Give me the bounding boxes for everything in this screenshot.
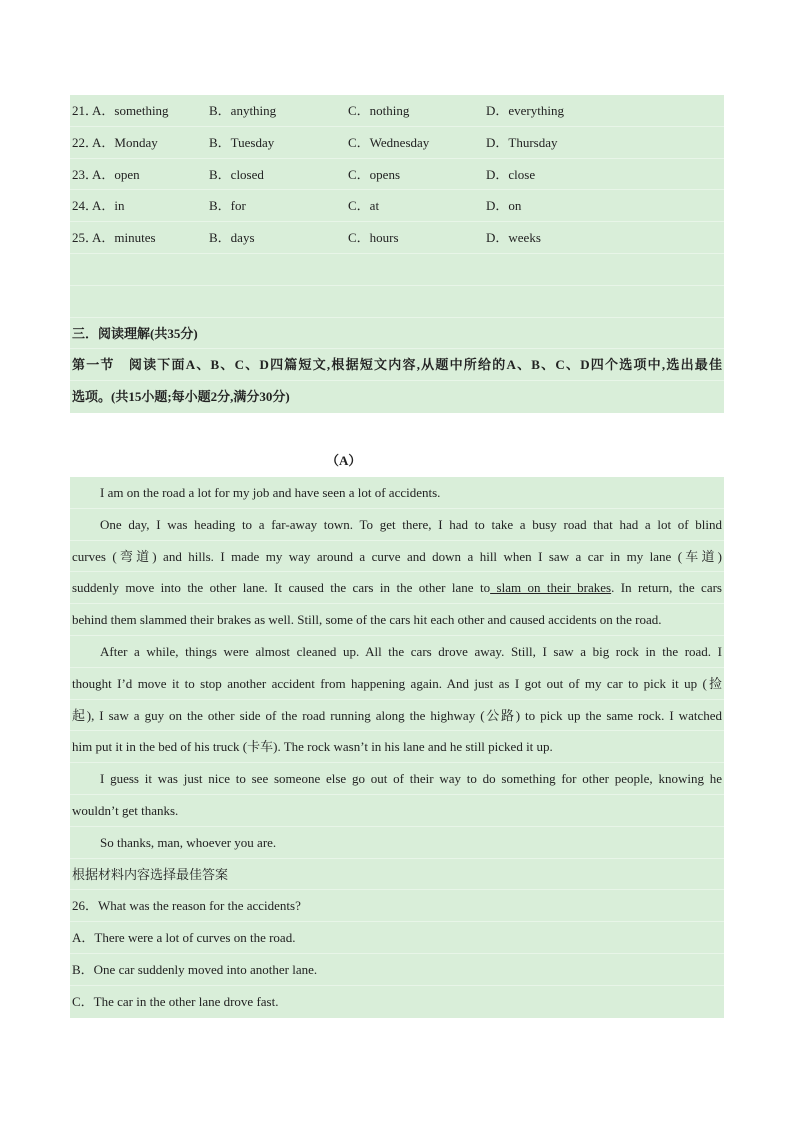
passage-line: I guess it was just nice to see someone else go out of their way to do something for other people, knowing he [70, 763, 724, 795]
option-a: A．minutes [92, 230, 156, 246]
passage-text: . In return, the cars [611, 580, 722, 596]
option-a: A．Monday [92, 134, 158, 150]
passage-line: A．There were a lot of curves on the road. [70, 922, 724, 954]
option-a: A．something [92, 103, 169, 118]
passage-line: thought I’d move it to stop another accident from happening again. And just as I got out of my car to pick it up (捡 [70, 668, 724, 700]
option-d: D．on [486, 198, 522, 214]
question-number: 22． [72, 134, 99, 150]
option-b: B．Tuesday [209, 134, 275, 150]
passage-line: After a while, things were almost cleaned up. All the cars drove away. Still, I saw a big rock in the road. I [70, 636, 724, 668]
option-d: D．close [486, 166, 536, 182]
passage-line: 根据材料内容选择最佳答案 [70, 859, 724, 891]
option-c: C．Wednesday [348, 134, 430, 150]
passage-line: behind them slammed their brakes as well. Still, some of the cars hit each other and caused accidents on the road. [70, 604, 724, 636]
passage-title: （A） [326, 453, 362, 468]
option-c: C．nothing [348, 103, 410, 118]
option-b: B．anything [209, 103, 277, 118]
passage-block [70, 477, 724, 1018]
cloze-options-block [70, 95, 724, 413]
question-number: 23． [72, 166, 99, 182]
passage-line: curves (弯道) and hills. I made my way around a curve and down a hill when I saw a car in my lane (车道) [70, 541, 724, 573]
option-row-21 [70, 95, 724, 127]
option-d: D．everything [486, 103, 564, 118]
passage-line: wouldn’t get thanks. [70, 795, 724, 827]
option-a: A．in [92, 198, 125, 214]
passage-line: C．The car in the other lane drove fast. [72, 993, 279, 1009]
option-row-24 [70, 190, 724, 222]
section-instruction: 第一节 阅读下面A、B、C、D四篇短文,根据短文内容,从题中所给的A、B、C、D四个选项中,选出最佳 [70, 349, 724, 381]
passage-line: One day, I was heading to a far-away town. To get there, I had to take a busy road that had a lot of blind [70, 509, 724, 541]
option-row-22 [70, 127, 724, 159]
question-number: 25． [72, 230, 99, 246]
passage-line: So thanks, man, whoever you are. [70, 827, 724, 859]
passage-line: B．One car suddenly moved into another lane. [70, 954, 724, 986]
section-heading: 三．阅读理解(共35分) [70, 318, 724, 350]
blank-row [70, 286, 724, 318]
passage-line: 起), I saw a guy on the other side of the road running along the highway (公路) to pick up the same rock. I watched [70, 700, 724, 732]
option-row-25 [70, 222, 724, 254]
question-number: 21． [72, 103, 99, 118]
option-d: D．weeks [486, 230, 541, 246]
passage-text: suddenly move into the other lane. It caused the cars in the other lane to [72, 580, 491, 596]
option-b: B．closed [209, 166, 264, 182]
blank-row [70, 254, 724, 286]
option-b: B．for [209, 198, 246, 214]
passage-line [70, 572, 724, 604]
option-b: B．days [209, 230, 255, 246]
passage-line: 26．What was the reason for the accidents? [70, 890, 724, 922]
question-number: 24． [72, 198, 99, 214]
section-instruction: 选项。(共15小题;每小题2分,满分30分) [72, 389, 290, 405]
option-row-23 [70, 159, 724, 191]
option-c: C．opens [348, 166, 401, 182]
option-c: C．at [348, 198, 380, 214]
option-a: A．open [92, 166, 140, 182]
option-d: D．Thursday [486, 134, 558, 150]
passage-line: him put it in the bed of his truck (卡车). The rock wasn’t in his lane and he still picked it up. [70, 731, 724, 763]
option-c: C．hours [348, 230, 399, 246]
passage-line: I am on the road a lot for my job and have seen a lot of accidents. [70, 477, 724, 509]
underlined-phrase: slam on their brakes [490, 580, 612, 596]
